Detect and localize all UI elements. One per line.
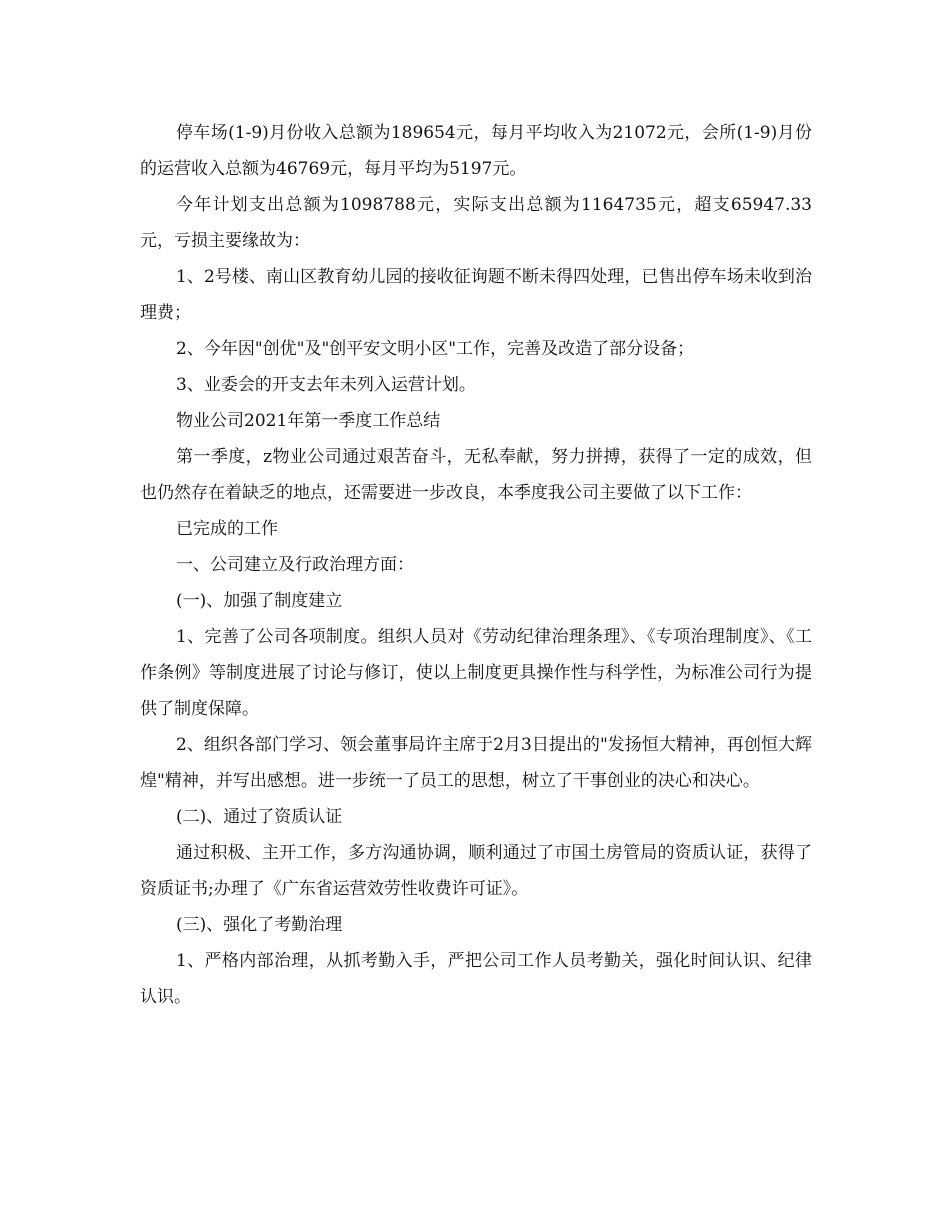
- heading-attendance: (三)、强化了考勤治理: [176, 915, 343, 935]
- paragraph-loss-reason-3: 3、业委会的开支去年未列入运营计划。: [176, 375, 476, 395]
- document-body: [140, 115, 812, 1015]
- paragraph-expenditure: 今年计划支出总额为1098788元，实际支出总额为1164735元，超支65947.33元，亏损主要缘故为：: [140, 195, 812, 251]
- paragraph-attendance-1: 1、严格内部治理，从抓考勤入手，严把公司工作人员考勤关，强化时间认识、纪律认识。: [140, 951, 812, 1007]
- heading-qualification: (二)、通过了资质认证: [176, 807, 343, 827]
- paragraph-system-1: 1、完善了公司各项制度。组织人员对《劳动纪律治理条理》、《专项治理制度》、《工作条例》等制度进展了讨论与修订，使以上制度更具操作性与科学性，为标准公司行为提供了制度保障。: [140, 627, 812, 719]
- paragraph-loss-reason-2: 2、今年因"创优"及"创平安文明小区"工作，完善及改造了部分设备；: [176, 339, 695, 359]
- heading-system-building: (一)、加强了制度建立: [176, 591, 343, 611]
- paragraph-qualification: 通过积极、主开工作，多方沟通协调，顺利通过了市国土房管局的资质认证，获得了资质证书;办理了《广东省运营效劳性收费许可证》。: [140, 843, 812, 899]
- section-title: 物业公司2021年第一季度工作总结: [176, 411, 441, 431]
- paragraph-system-2: 2、组织各部门学习、领会董事局许主席于2月3日提出的"发扬恒大精神，再创恒大辉煌"精神，并写出感想。进一步统一了员工的思想，树立了干事创业的决心和决心。: [140, 735, 812, 791]
- paragraph-loss-reason-1: 1、2号楼、南山区教育幼儿园的接收征询题不断未得四处理，已售出停车场未收到治理费；: [140, 267, 812, 323]
- paragraph-intro: 第一季度，z物业公司通过艰苦奋斗，无私奉献，努力拼搏，获得了一定的成效，但也仍然存在着缺乏的地点，还需要进一步改良，本季度我公司主要做了以下工作：: [140, 447, 812, 503]
- paragraph-parking-income: 停车场(1-9)月份收入总额为189654元，每月平均收入为21072元，会所(1-9)月份的运营收入总额为46769元，每月平均为5197元。: [140, 123, 812, 179]
- heading-completed-work: 已完成的工作: [176, 519, 278, 539]
- heading-admin: 一、公司建立及行政治理方面：: [176, 555, 414, 575]
